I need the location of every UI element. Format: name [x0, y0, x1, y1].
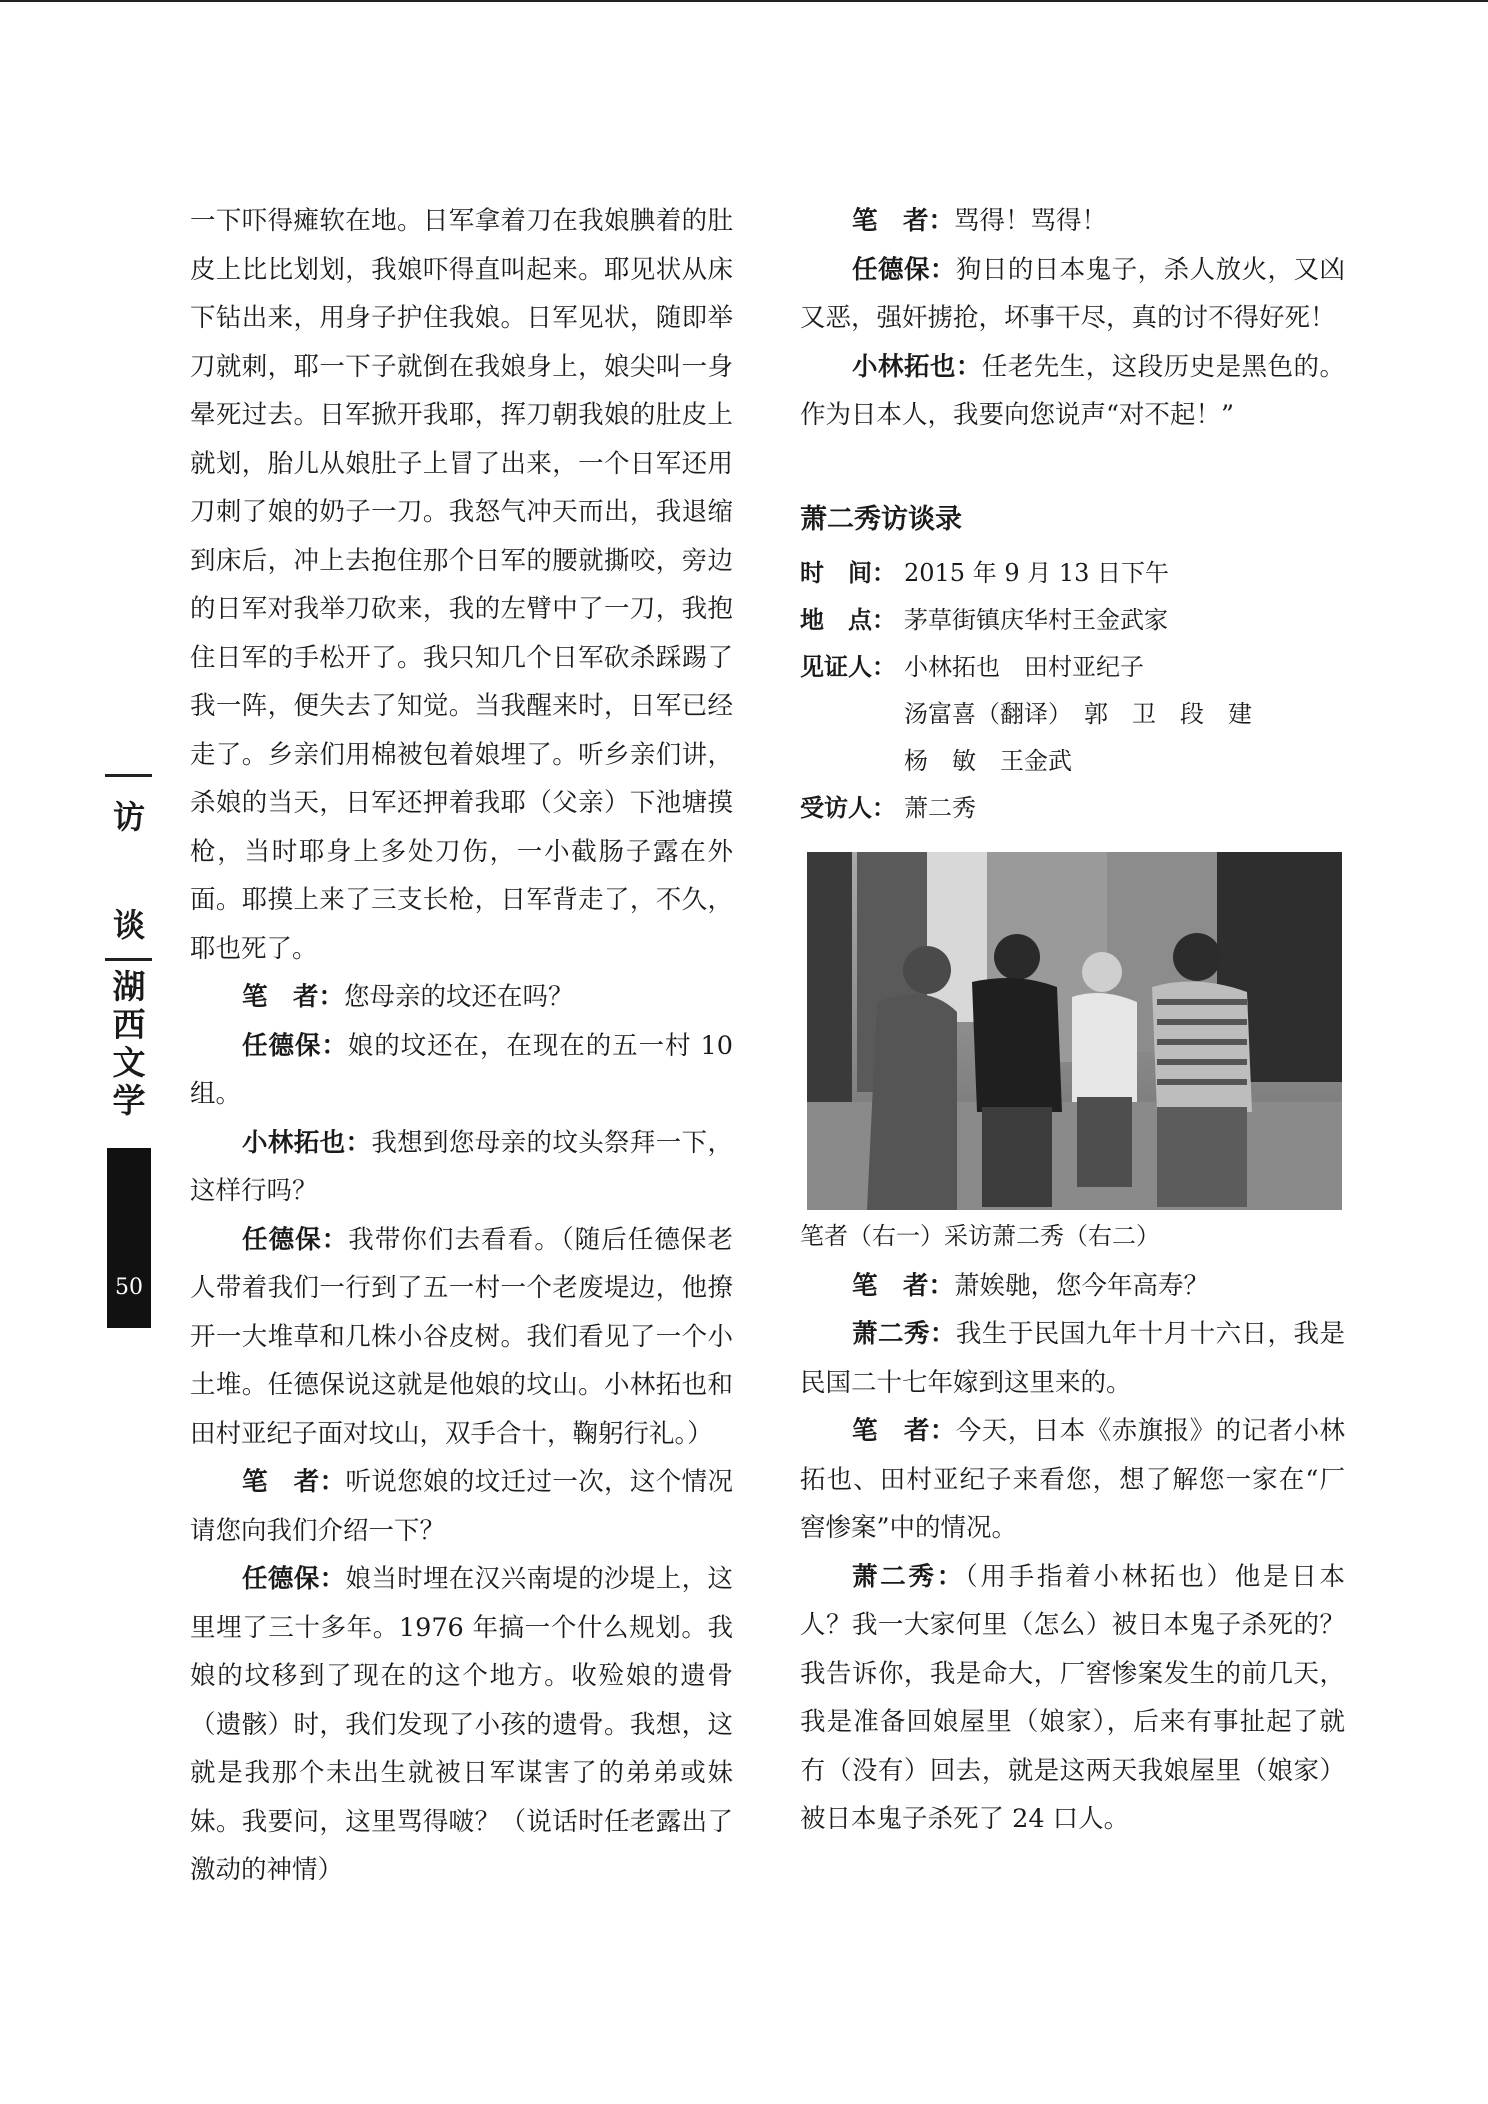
info-witness-cont [800, 691, 1345, 738]
dialogue-text: 听说您娘的坟迁过一次，这个情况请您向我们介绍一下？ [190, 1467, 733, 1546]
info-value: 汤富喜（翻译） 郭 卫 段 建 [904, 699, 1252, 728]
info-value: 萧二秀 [904, 793, 976, 822]
dialogue-paragraph [190, 1458, 733, 1555]
magazine-logo-char: 学 [112, 1081, 146, 1120]
section-label-char-1: 访 [112, 798, 145, 836]
dialogue-text: 我想到您母亲的坟头祭拜一下，这样行吗？ [190, 1127, 733, 1206]
speaker-label: 笔 者： [852, 1270, 955, 1301]
left-column [190, 197, 733, 1895]
dialogue-text: （用手指着小林拓也）他是日本人？我一大家何里（怎么）被日本鬼子杀死的？我告诉你，我是命大，厂窖惨案发生的前几天，我是准备回娘屋里（娘家），后来有事扯起了就冇（没有）回去，就是这两天我娘屋里（娘家）被日本鬼子杀死了 24 口人。 [800, 1561, 1345, 1834]
dialogue-text: 您母亲的坟还在吗？ [344, 982, 574, 1012]
speaker-label: 任德保： [242, 1224, 349, 1255]
speaker-label: 萧二秀： [852, 1319, 956, 1349]
section-label-char-2: 谈 [112, 906, 145, 944]
section-title: 萧二秀访谈录 [800, 503, 962, 535]
photo-caption: 笔者（右一）采访萧二秀（右二） [800, 1221, 1160, 1250]
dialogue-text: 骂得！骂得！ [954, 206, 1108, 236]
paragraph-text: 一下吓得瘫软在地。日军拿着刀在我娘腆着的肚皮上比比划划，我娘吓得直叫起来。耶见状从床下钻出来，用身子护住我娘。日军见状，随即举刀就刺，耶一下子就倒在我娘身上，娘尖叫一身晕死过去。日军掀开我耶，挥刀朝我娘的肚皮上就划，胎儿从娘肚子上冒了出来，一个日军还用刀刺了娘的奶子一刀。我怒气冲天而出，我退缩到床后，冲上去抱住那个日军的腰就撕咬，旁边的日军对我举刀砍来，我的左臂中了一刀，我抱住日军的手松开了。我只知几个日军砍杀踩踢了我一阵，便失去了知觉。当我醒来时，日军已经走了。乡亲们用棉被包着娘埋了。听乡亲们讲，杀娘的当天，日军还押着我耶（父亲）下池塘摸枪，当时耶身上多处刀伤，一小截肠子露在外面。耶摸上来了三支长枪，日军背走了，不久，耶也死了。 [190, 206, 733, 964]
speaker-label: 任德保： [852, 254, 956, 285]
right-column [800, 197, 1345, 1844]
page-number-tab [107, 1148, 151, 1328]
dialogue-text: 萧娭毑，您今年高寿？ [954, 1270, 1210, 1301]
dialogue-text: 狗日的日本鬼子，杀人放火，又凶又恶，强奸掳抢，坏事干尽，真的讨不得好死！ [800, 254, 1345, 333]
info-label: 地 点： [800, 605, 896, 634]
top-border [0, 0, 1488, 2]
dialogue-paragraph [190, 973, 733, 1022]
info-witness [800, 644, 1345, 691]
magazine-logo-char: 西 [112, 1005, 146, 1044]
info-label: 时 间： [800, 558, 896, 587]
info-place [800, 597, 1345, 644]
speaker-label: 小林拓也： [242, 1127, 372, 1158]
dialogue-paragraph [800, 246, 1345, 343]
page-number: 50 [115, 1275, 143, 1300]
dialogue-text: 我生于民国九年十月十六日，我是民国二十七年嫁到这里来的。 [800, 1319, 1345, 1398]
speaker-label: 萧二秀： [852, 1561, 965, 1592]
dialogue-paragraph [800, 1407, 1345, 1553]
magazine-logo [107, 968, 151, 1120]
speaker-label: 小林拓也： [852, 351, 982, 382]
speaker-label: 任德保： [242, 1030, 348, 1061]
dialogue-paragraph [800, 1310, 1345, 1407]
dialogue-text: 娘当时埋在汉兴南堤的沙堤上，这里埋了三十多年。1976 年搞一个什么规划。我娘的坟移到了现在的这个地方。收殓娘的遗骨（遗骸）时，我们发现了小孩的遗骨。我想，这就是我那个未出生就被日军谋害了的弟弟或妹妹。我要问，这里骂得啵？（说话时任老露出了激动的神情） [190, 1564, 733, 1885]
info-time [800, 550, 1345, 597]
magazine-logo-char: 湖 [112, 967, 146, 1006]
info-value: 2015 年 9 月 13 日下午 [904, 558, 1170, 587]
dialogue-text: 娘的坟还在，在现在的五一村 10 组。 [190, 1030, 733, 1109]
dialogue-paragraph [190, 1119, 733, 1216]
info-interviewee [800, 785, 1345, 832]
dialogue-paragraph [800, 1553, 1345, 1844]
speaker-label: 笔 者： [242, 1467, 346, 1497]
magazine-logo-char: 文 [112, 1043, 146, 1082]
dialogue-paragraph [190, 1555, 733, 1895]
side-rule-bottom [105, 958, 152, 961]
dialogue-paragraph [190, 1216, 733, 1459]
dialogue-paragraph [800, 343, 1345, 440]
paragraph [190, 197, 733, 973]
dialogue-text: 今天，日本《赤旗报》的记者小林拓也、田村亚纪子来看您，想了解您一家在“厂窖惨案”中的情况。 [800, 1416, 1345, 1543]
dialogue-text: 我带你们去看看。（随后任德保老人带着我们一行到了五一村一个老废堤边，他撩开一大堆草和几株小谷皮树。我们看见了一个小土堆。任德保说这就是他娘的坟山。小林拓也和田村亚纪子面对坟山，双手合十，鞠躬行礼。） [190, 1224, 733, 1449]
info-witness-cont [800, 738, 1345, 785]
dialogue-text: 任老先生，这段历史是黑色的。作为日本人，我要向您说声“对不起！” [800, 351, 1345, 430]
speaker-label: 笔 者： [242, 982, 345, 1012]
speaker-label: 笔 者： [852, 206, 955, 236]
speaker-label: 笔 者： [852, 1416, 956, 1446]
section-spacer [800, 440, 1345, 490]
dialogue-paragraph [800, 1262, 1345, 1311]
info-value: 茅草街镇庆华村王金武家 [904, 605, 1168, 634]
dialogue-paragraph [190, 1022, 733, 1119]
dialogue-paragraph [800, 197, 1345, 246]
info-label: 受访人： [800, 793, 896, 822]
speaker-label: 任德保： [242, 1564, 346, 1594]
side-rule-top [105, 774, 152, 777]
info-value: 杨 敏 王金武 [904, 746, 1072, 775]
interview-photo [807, 852, 1342, 1210]
info-label: 见证人： [800, 652, 896, 681]
info-value: 小林拓也 田村亚纪子 [904, 652, 1144, 681]
